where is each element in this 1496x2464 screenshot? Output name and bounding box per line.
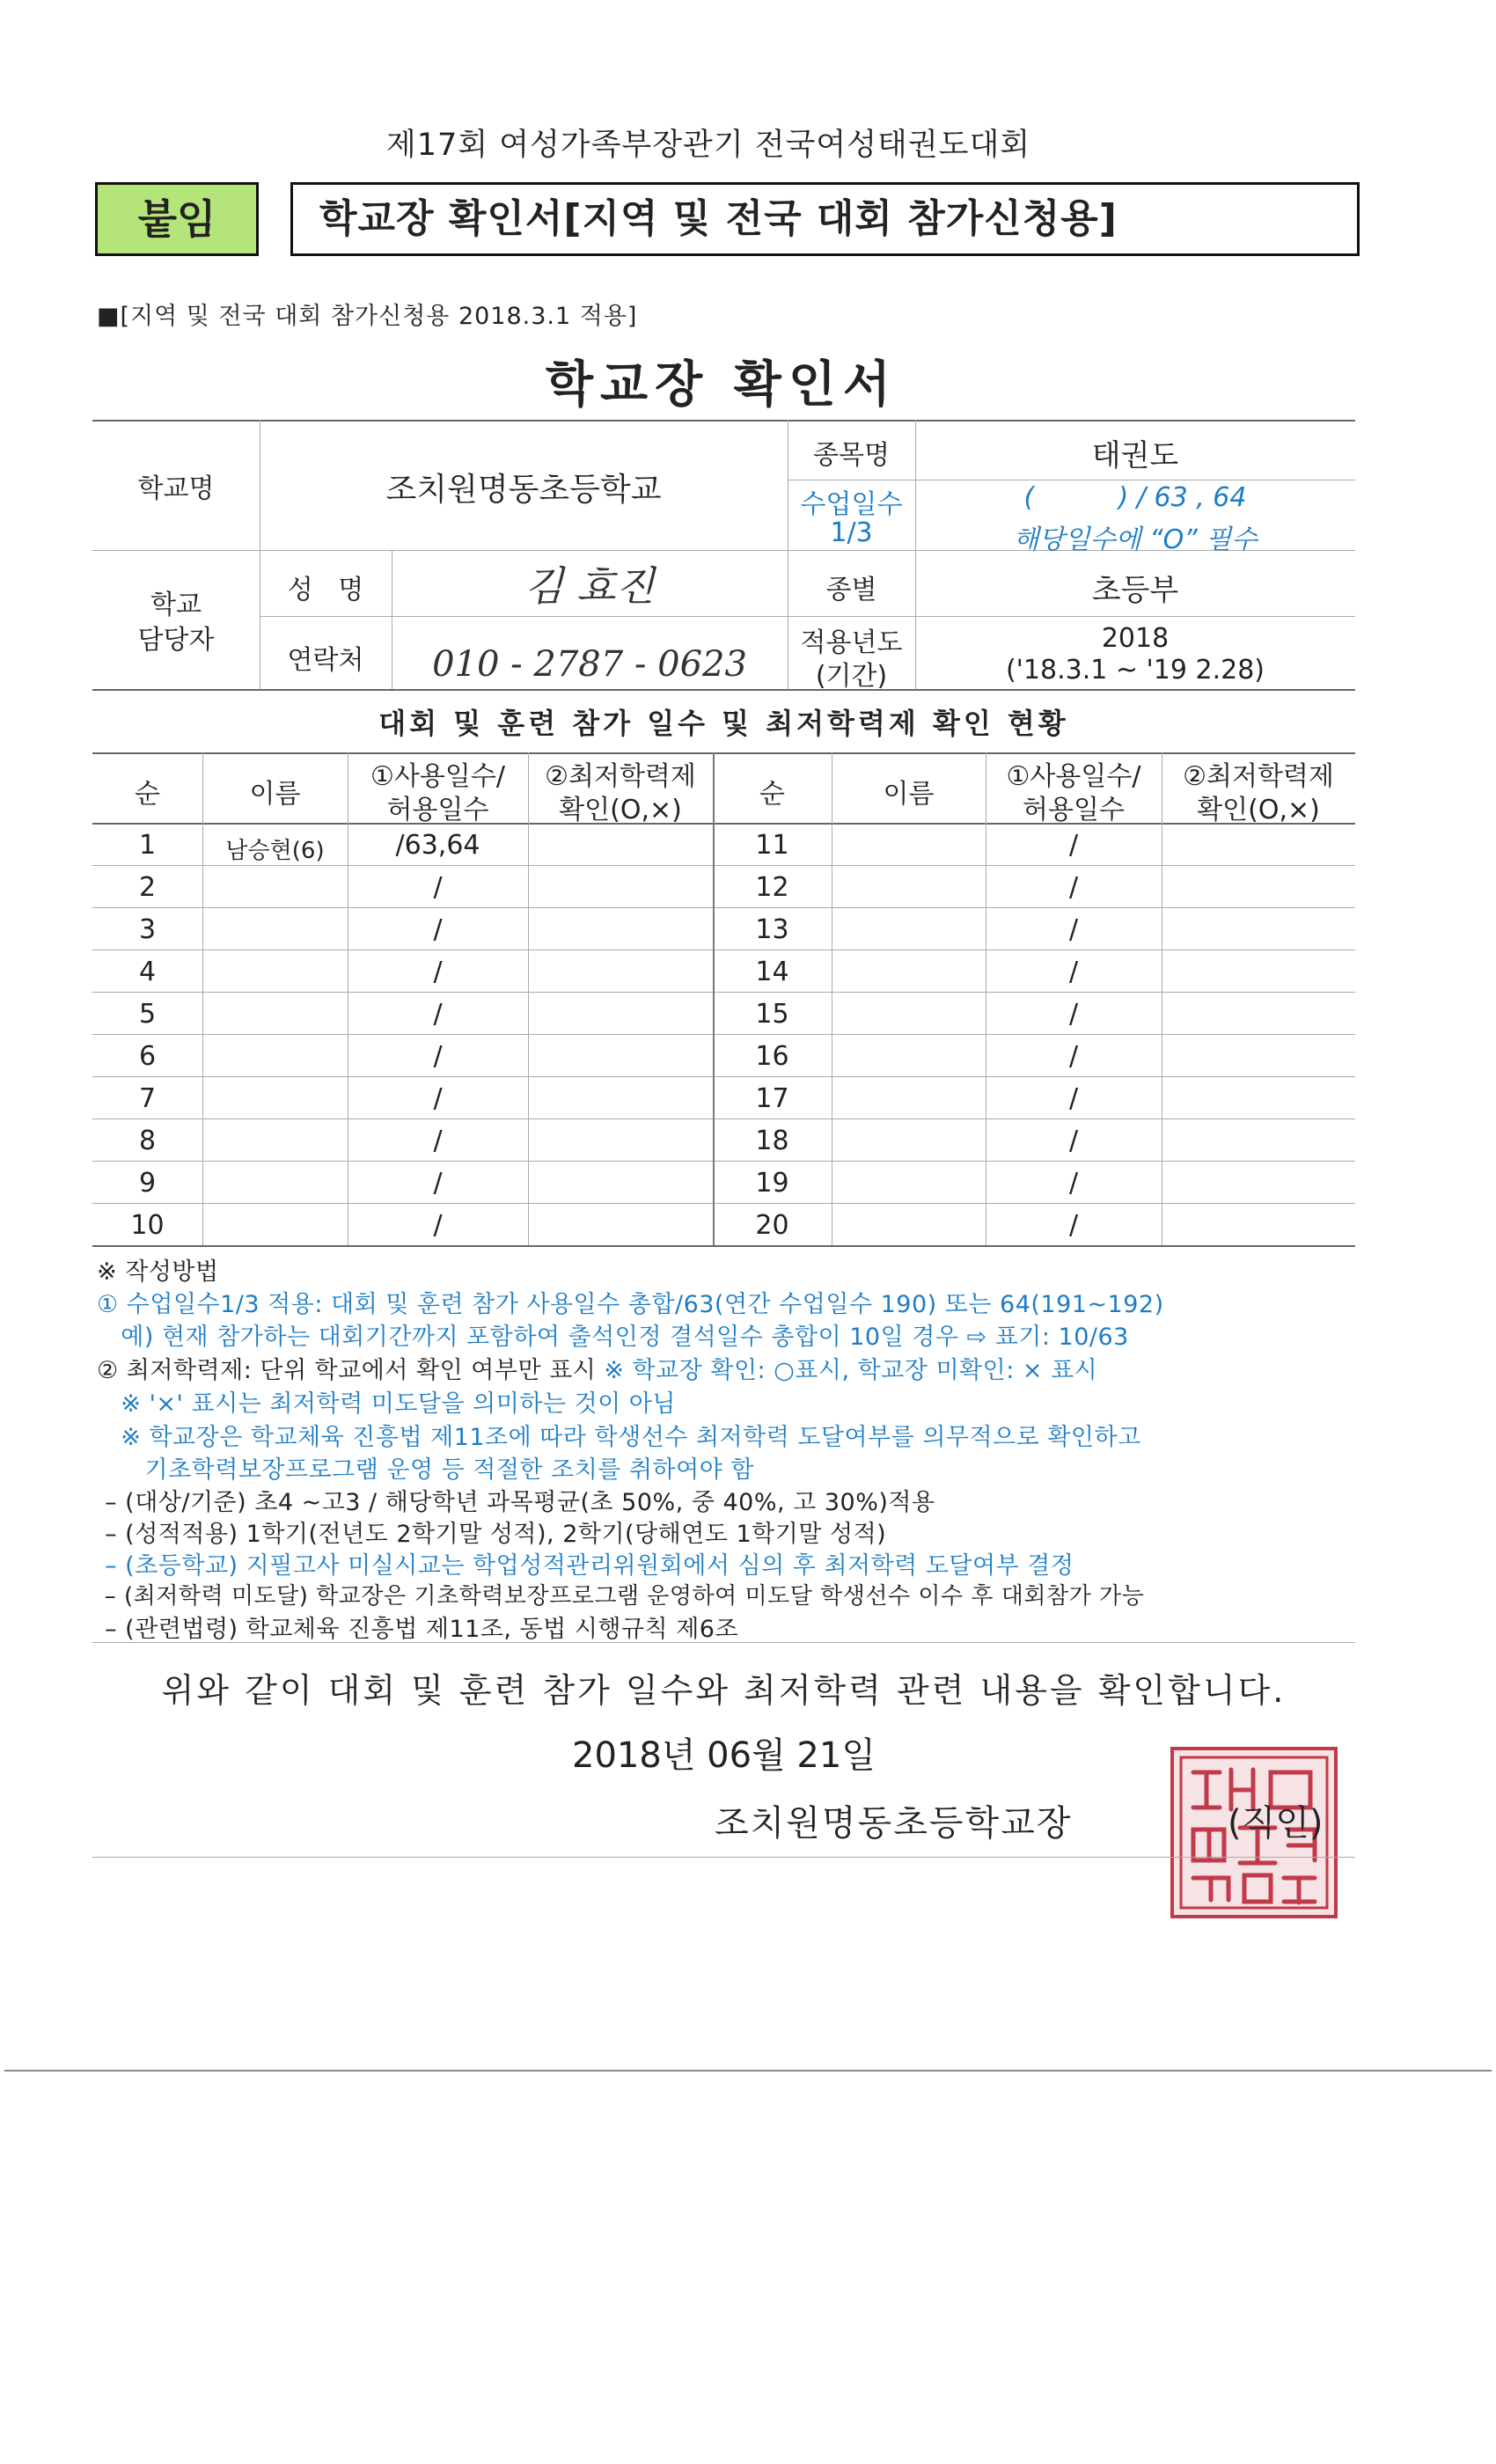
class-days-value: ( ) / 63 , 64: [1023, 482, 1247, 513]
table-row-number: 9: [138, 1168, 157, 1199]
table-row-days: /: [1068, 1210, 1079, 1241]
table-row-number: 10: [130, 1210, 165, 1241]
table-row-number: 2: [138, 872, 157, 903]
table-row-days: /: [433, 957, 443, 987]
method-line: – (초등학교) 지필고사 미실시교는 학업성적관리위원회에서 심의 후 최저학력 도달여부 결정: [97, 1552, 1074, 1580]
confirm-text: 위와 같이 대회 및 훈련 참가 일수와 최저학력 관련 내용을 확인합니다.: [161, 1671, 1287, 1710]
table-grid-line: [92, 1034, 1355, 1035]
column-header-number: 순: [759, 779, 785, 810]
table-row-days: /: [1068, 999, 1079, 1030]
table-row-days: /: [1068, 830, 1079, 861]
method-line: – (관련법령) 학교체육 진흥법 제11조, 동법 시행규칙 제6조: [97, 1616, 739, 1643]
seal-label: (직인): [1228, 1803, 1324, 1844]
table-row-days: /: [433, 999, 443, 1030]
apply-period-label: (기간): [815, 661, 888, 692]
divider: [92, 1857, 1355, 1858]
table-grid-line: [528, 752, 529, 1245]
method-line: – (최저학력 미도달) 학교장은 기초학력보장프로그램 운영하여 미도달 학생선수 이수 후 대회참가 가능: [97, 1583, 1145, 1610]
column-header-check: 확인(O,×): [559, 795, 682, 825]
confirm-date: 2018년 06월 21일: [572, 1735, 876, 1776]
name-value-handwritten: 김 효진: [524, 562, 655, 610]
column-header-check: ②최저학력제: [1183, 761, 1334, 792]
table-row-number: 1: [138, 830, 157, 861]
column-header-days: 허용일수: [386, 795, 489, 825]
attachment-tag: 붙임: [95, 182, 259, 256]
document-banner: 학교장 확인서[지역 및 전국 대회 참가신청용]: [290, 182, 1360, 256]
apply-period-value: ('18.3.1 ~ '19 2.28): [1005, 655, 1265, 686]
table-row-number: 4: [138, 957, 157, 987]
table-row-number: 19: [755, 1168, 789, 1199]
event-label: 종목명: [813, 440, 890, 471]
table-row-number: 16: [755, 1041, 789, 1072]
contact-label: 연락처: [287, 645, 364, 676]
table-row-number: 3: [138, 914, 157, 945]
column-header-check: ②최저학력제: [545, 761, 696, 792]
name-label: 성 명: [287, 575, 364, 605]
info-divider: [260, 616, 1355, 617]
method-line: ① 수업일수1/3 적용: 대회 및 훈련 참가 사용일수 총합/63(연간 수업일수 190) 또는 64(191~192): [97, 1291, 1164, 1318]
table-row-days: /: [1068, 1168, 1079, 1199]
table-row-days: /: [433, 914, 443, 945]
table-row-days: /: [1068, 872, 1079, 903]
column-header-days: ①사용일수/: [1006, 761, 1141, 792]
table-row-days: /: [1068, 914, 1079, 945]
table-row-number: 15: [755, 999, 789, 1030]
table-row-days: /: [433, 872, 443, 903]
table-row-number: 7: [138, 1083, 157, 1114]
table-row-days: /: [1068, 1083, 1079, 1114]
school-label: 학교명: [137, 473, 215, 504]
divider: [92, 1642, 1355, 1643]
table-grid-line: [92, 1118, 1355, 1119]
method-line-part: ※ 학교장 확인: ○표시, 학교장 미확인: × 표시: [604, 1357, 1098, 1384]
method-line: – (대상/기준) 초4 ~고3 / 해당학년 과목평균(초 50%, 중 40%, 고 30%)적용: [97, 1489, 935, 1516]
column-header-check: 확인(O,×): [1197, 795, 1320, 825]
table-row-days: /: [433, 1126, 443, 1156]
application-note: ■[지역 및 전국 대회 참가신청용 2018.3.1 적용]: [97, 303, 638, 330]
event-value: 태권도: [1091, 438, 1179, 473]
class-days-required: 해당일수에 “O” 필수: [1013, 524, 1258, 555]
table-row-name: 남승현(6): [225, 838, 325, 864]
method-line: ※ 학교장은 학교체육 진흥법 제11조에 따라 학생선수 최저학력 도달여부를 의무적으로 확인하고: [97, 1424, 1141, 1451]
method-line: ※ '×' 표시는 최저학력 미도달을 의미하는 것이 아님: [97, 1390, 676, 1418]
staff-label: 담당자: [137, 625, 215, 656]
column-header-number: 순: [135, 779, 160, 810]
table-grid-line: [92, 1161, 1355, 1162]
table-row-number: 6: [138, 1041, 157, 1072]
table-row-days: /: [433, 1168, 443, 1199]
apply-year-value: 2018: [1101, 623, 1170, 654]
method-line: 예) 현재 참가하는 대회기간까지 포함하여 출석인정 결석일수 총합이 10일 경우 ⇨ 표기: 10/63: [97, 1324, 1129, 1351]
table-grid-line: [92, 907, 1355, 908]
info-bottom-border: [92, 689, 1355, 691]
table-row-days: /: [433, 1210, 443, 1241]
column-header-name: 이름: [249, 779, 301, 810]
table-row-days: /: [1068, 957, 1079, 987]
table-grid-line: [92, 1203, 1355, 1204]
table-row-number: 13: [755, 914, 789, 945]
class-days-ratio: 1/3: [830, 517, 873, 548]
category-value: 초등부: [1091, 573, 1179, 608]
table-grid-line: [92, 865, 1355, 866]
table-row-number: 18: [755, 1126, 789, 1156]
method-heading: ※ 작성방법: [97, 1258, 219, 1286]
table-row-days: /: [1068, 1041, 1079, 1072]
method-line: 기초학력보장프로그램 운영 등 적절한 조치를 취하여야 함: [97, 1456, 754, 1484]
table-row-number: 12: [755, 872, 789, 903]
table-row-days: /: [1068, 1126, 1079, 1156]
signer-name: 조치원명동초등학교장: [715, 1803, 1073, 1844]
event-title: 제17회 여성가족부장관기 전국여성태권도대회: [385, 128, 1031, 163]
table-row-number: 14: [755, 957, 789, 987]
school-name: 조치원명동초등학교: [385, 472, 662, 508]
page-title: 학교장 확인서: [545, 356, 898, 414]
apply-year-label: 적용년도: [800, 627, 903, 658]
method-line-part: ② 최저학력제: 단위 학교에서 확인 여부만 표시: [97, 1357, 605, 1384]
table-row-number: 8: [138, 1126, 157, 1156]
table-row-days: /: [433, 1041, 443, 1072]
status-title: 대회 및 훈련 참가 일수 및 최저학력제 확인 현황: [378, 707, 1069, 740]
table-row-number: 11: [755, 830, 789, 861]
table-row-number: 5: [138, 999, 157, 1030]
info-top-border: [92, 420, 1355, 422]
table-grid-line: [92, 1245, 1355, 1247]
table-grid-line: [202, 752, 203, 1245]
column-header-name: 이름: [883, 779, 935, 810]
contact-value-handwritten: 010 - 2787 - 0623: [432, 644, 747, 685]
page-bottom-edge: [4, 2070, 1492, 2072]
class-days-label: 수업일수: [800, 489, 903, 520]
column-header-days: 허용일수: [1023, 795, 1125, 825]
table-grid-line: [92, 1076, 1355, 1077]
table-row-number: 17: [755, 1083, 789, 1114]
table-row-days: /63,64: [395, 830, 480, 861]
table-row-number: 20: [755, 1210, 789, 1241]
method-line: – (성적적용) 1학기(전년도 2학기말 성적), 2학기(당해연도 1학기말 성적): [97, 1521, 887, 1548]
category-label: 종별: [825, 575, 877, 605]
table-row-days: /: [433, 1083, 443, 1114]
method-line: [97, 1351, 1097, 1385]
table-grid-line: [92, 992, 1355, 993]
column-header-days: ①사용일수/: [370, 761, 505, 792]
staff-label: 학교: [150, 590, 202, 620]
